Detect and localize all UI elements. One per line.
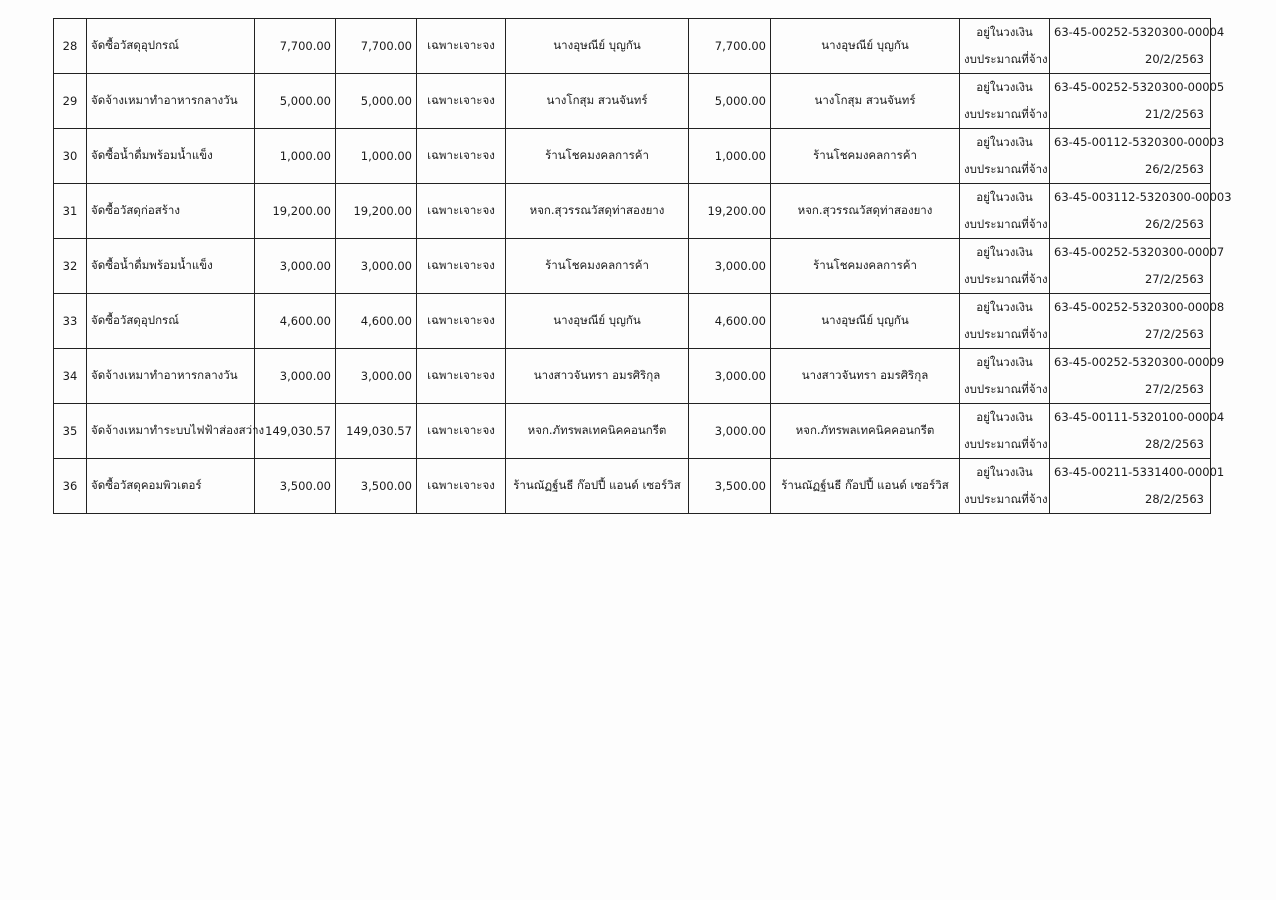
bid-price: 5,000.00 <box>689 74 771 129</box>
bid-price: 4,600.00 <box>689 294 771 349</box>
winner-name: นางโกสุม สวนจันทร์ <box>771 74 960 129</box>
contract-number: 63-45-00252-5320300-00009 <box>1054 355 1225 369</box>
contract-number: 63-45-00252-5320300-00004 <box>1054 25 1225 39</box>
row-number: 29 <box>54 74 87 129</box>
budget-amount: 3,000.00 <box>255 349 336 404</box>
winner-name: นางสาวจันทรา อมรศิริกุล <box>771 349 960 404</box>
procurement-item: จัดซื้อวัสดุอุปกรณ์ <box>87 294 255 349</box>
contract-date: 28/2/2563 <box>1145 492 1204 506</box>
bid-price: 3,000.00 <box>689 349 771 404</box>
procurement-item: จัดซื้อวัสดุก่อสร้าง <box>87 184 255 239</box>
reason-line-1: อยู่ในวงเงิน <box>976 190 1033 204</box>
reason-line-1: อยู่ในวงเงิน <box>976 465 1033 479</box>
bidder-name: ร้านโชคมงคลการค้า <box>506 239 689 294</box>
reason-line-1: อยู่ในวงเงิน <box>976 25 1033 39</box>
procurement-method: เฉพาะเจาะจง <box>417 184 506 239</box>
reason-line-2: งบประมาณที่จ้าง <box>964 217 1048 231</box>
bidder-name: หจก.สุวรรณวัสดุท่าสองยาง <box>506 184 689 239</box>
reason-line-1: อยู่ในวงเงิน <box>976 355 1033 369</box>
winner-name: หจก.ภัทรพลเทคนิคคอนกรีต <box>771 404 960 459</box>
procurement-item: จัดซื้อวัสดุอุปกรณ์ <box>87 19 255 74</box>
row-number: 32 <box>54 239 87 294</box>
table-row <box>54 19 1211 74</box>
procurement-method: เฉพาะเจาะจง <box>417 239 506 294</box>
table-row <box>54 184 1211 239</box>
winner-name: หจก.สุวรรณวัสดุท่าสองยาง <box>771 184 960 239</box>
procurement-method: เฉพาะเจาะจง <box>417 349 506 404</box>
contract-number: 63-45-00112-5320300-00003 <box>1054 135 1225 149</box>
bidder-name: นางโกสุม สวนจันทร์ <box>506 74 689 129</box>
contract-reference <box>1050 404 1225 459</box>
reason-line-1: อยู่ในวงเงิน <box>976 300 1033 314</box>
procurement-table <box>53 18 1232 514</box>
budget-amount: 3,500.00 <box>255 459 336 514</box>
table-row <box>54 459 1211 514</box>
contract-number: 63-45-00252-5320300-00008 <box>1054 300 1225 314</box>
contract-reference <box>1050 19 1225 74</box>
contract-date: 27/2/2563 <box>1145 272 1204 286</box>
contract-date: 27/2/2563 <box>1145 327 1204 341</box>
procurement-method: เฉพาะเจาะจง <box>417 74 506 129</box>
procurement-method: เฉพาะเจาะจง <box>417 19 506 74</box>
contract-date: 21/2/2563 <box>1145 107 1204 121</box>
contract-reference <box>1050 349 1225 404</box>
procurement-method: เฉพาะเจาะจง <box>417 459 506 514</box>
procurement-method: เฉพาะเจาะจง <box>417 294 506 349</box>
budget-amount: 5,000.00 <box>255 74 336 129</box>
reason-line-1: อยู่ในวงเงิน <box>976 410 1033 424</box>
selection-reason <box>960 74 1050 129</box>
bid-price: 3,500.00 <box>689 459 771 514</box>
contract-reference <box>1050 129 1225 184</box>
median-price: 149,030.57 <box>336 404 417 459</box>
bid-price: 3,000.00 <box>689 239 771 294</box>
table-row <box>54 294 1211 349</box>
bid-price: 3,000.00 <box>689 404 771 459</box>
contract-date: 26/2/2563 <box>1145 162 1204 176</box>
median-price: 7,700.00 <box>336 19 417 74</box>
selection-reason <box>960 294 1050 349</box>
budget-amount: 149,030.57 <box>255 404 336 459</box>
procurement-method: เฉพาะเจาะจง <box>417 404 506 459</box>
median-price: 19,200.00 <box>336 184 417 239</box>
median-price: 1,000.00 <box>336 129 417 184</box>
contract-number: 63-45-00252-5320300-00007 <box>1054 245 1225 259</box>
contract-reference <box>1050 459 1225 514</box>
winner-name: นางอุษณีย์ บุญกัน <box>771 19 960 74</box>
row-number: 33 <box>54 294 87 349</box>
selection-reason <box>960 459 1050 514</box>
budget-amount: 4,600.00 <box>255 294 336 349</box>
budget-amount: 7,700.00 <box>255 19 336 74</box>
median-price: 3,000.00 <box>336 349 417 404</box>
row-number: 31 <box>54 184 87 239</box>
procurement-item: จัดซื้อวัสดุคอมพิวเตอร์ <box>87 459 255 514</box>
selection-reason <box>960 404 1050 459</box>
contract-reference <box>1050 294 1225 349</box>
bidder-name: นางสาวจันทรา อมรศิริกุล <box>506 349 689 404</box>
bidder-name: หจก.ภัทรพลเทคนิคคอนกรีต <box>506 404 689 459</box>
median-price: 5,000.00 <box>336 74 417 129</box>
selection-reason <box>960 349 1050 404</box>
contract-number: 63-45-00111-5320100-00004 <box>1054 410 1225 424</box>
contract-date: 27/2/2563 <box>1145 382 1204 396</box>
row-number: 30 <box>54 129 87 184</box>
reason-line-2: งบประมาณที่จ้าง <box>964 272 1048 286</box>
budget-amount: 19,200.00 <box>255 184 336 239</box>
reason-line-2: งบประมาณที่จ้าง <box>964 382 1048 396</box>
bid-price: 1,000.00 <box>689 129 771 184</box>
reason-line-2: งบประมาณที่จ้าง <box>964 327 1048 341</box>
bid-price: 7,700.00 <box>689 19 771 74</box>
contract-reference <box>1050 239 1225 294</box>
table-row <box>54 239 1211 294</box>
table-row <box>54 74 1211 129</box>
table-row <box>54 129 1211 184</box>
contract-reference <box>1050 184 1232 239</box>
bidder-name: นางอุษณีย์ บุญกัน <box>506 19 689 74</box>
row-number: 36 <box>54 459 87 514</box>
median-price: 3,500.00 <box>336 459 417 514</box>
table-body <box>54 19 1232 514</box>
budget-amount: 3,000.00 <box>255 239 336 294</box>
reason-line-1: อยู่ในวงเงิน <box>976 245 1033 259</box>
contract-reference <box>1050 74 1225 129</box>
reason-line-2: งบประมาณที่จ้าง <box>964 437 1048 451</box>
budget-amount: 1,000.00 <box>255 129 336 184</box>
procurement-item: จัดจ้างเหมาทำอาหารกลางวัน <box>87 349 255 404</box>
winner-name: นางอุษณีย์ บุญกัน <box>771 294 960 349</box>
selection-reason <box>960 129 1050 184</box>
table-row <box>54 404 1211 459</box>
procurement-item: จัดจ้างเหมาทำอาหารกลางวัน <box>87 74 255 129</box>
contract-number: 63-45-00252-5320300-00005 <box>1054 80 1225 94</box>
selection-reason <box>960 239 1050 294</box>
row-number: 34 <box>54 349 87 404</box>
bidder-name: ร้านโชคมงคลการค้า <box>506 129 689 184</box>
row-number: 35 <box>54 404 87 459</box>
median-price: 4,600.00 <box>336 294 417 349</box>
contract-number: 63-45-00211-5331400-00001 <box>1054 465 1225 479</box>
contract-number: 63-45-003112-5320300-00003 <box>1054 190 1232 204</box>
winner-name: ร้านโชคมงคลการค้า <box>771 239 960 294</box>
reason-line-1: อยู่ในวงเงิน <box>976 80 1033 94</box>
contract-date: 20/2/2563 <box>1145 52 1204 66</box>
procurement-method: เฉพาะเจาะจง <box>417 129 506 184</box>
winner-name: ร้านณัฏฐ์นธี ก๊อปปี้ แอนด์ เซอร์วิส <box>771 459 960 514</box>
selection-reason <box>960 19 1050 74</box>
procurement-item: จัดซื้อน้ำดื่มพร้อมน้ำแข็ง <box>87 129 255 184</box>
contract-date: 28/2/2563 <box>1145 437 1204 451</box>
contract-date: 26/2/2563 <box>1145 217 1204 231</box>
procurement-item: จัดจ้างเหมาทำระบบไฟฟ้าส่องสว่าง <box>87 404 255 459</box>
bidder-name: นางอุษณีย์ บุญกัน <box>506 294 689 349</box>
bid-price: 19,200.00 <box>689 184 771 239</box>
reason-line-2: งบประมาณที่จ้าง <box>964 107 1048 121</box>
reason-line-1: อยู่ในวงเงิน <box>976 135 1033 149</box>
reason-line-2: งบประมาณที่จ้าง <box>964 492 1048 506</box>
median-price: 3,000.00 <box>336 239 417 294</box>
winner-name: ร้านโชคมงคลการค้า <box>771 129 960 184</box>
reason-line-2: งบประมาณที่จ้าง <box>964 52 1048 66</box>
row-number: 28 <box>54 19 87 74</box>
selection-reason <box>960 184 1050 239</box>
procurement-item: จัดซื้อน้ำดื่มพร้อมน้ำแข็ง <box>87 239 255 294</box>
reason-line-2: งบประมาณที่จ้าง <box>964 162 1048 176</box>
bidder-name: ร้านณัฏฐ์นธี ก๊อปปี้ แอนด์ เซอร์วิส <box>506 459 689 514</box>
table-row <box>54 349 1211 404</box>
